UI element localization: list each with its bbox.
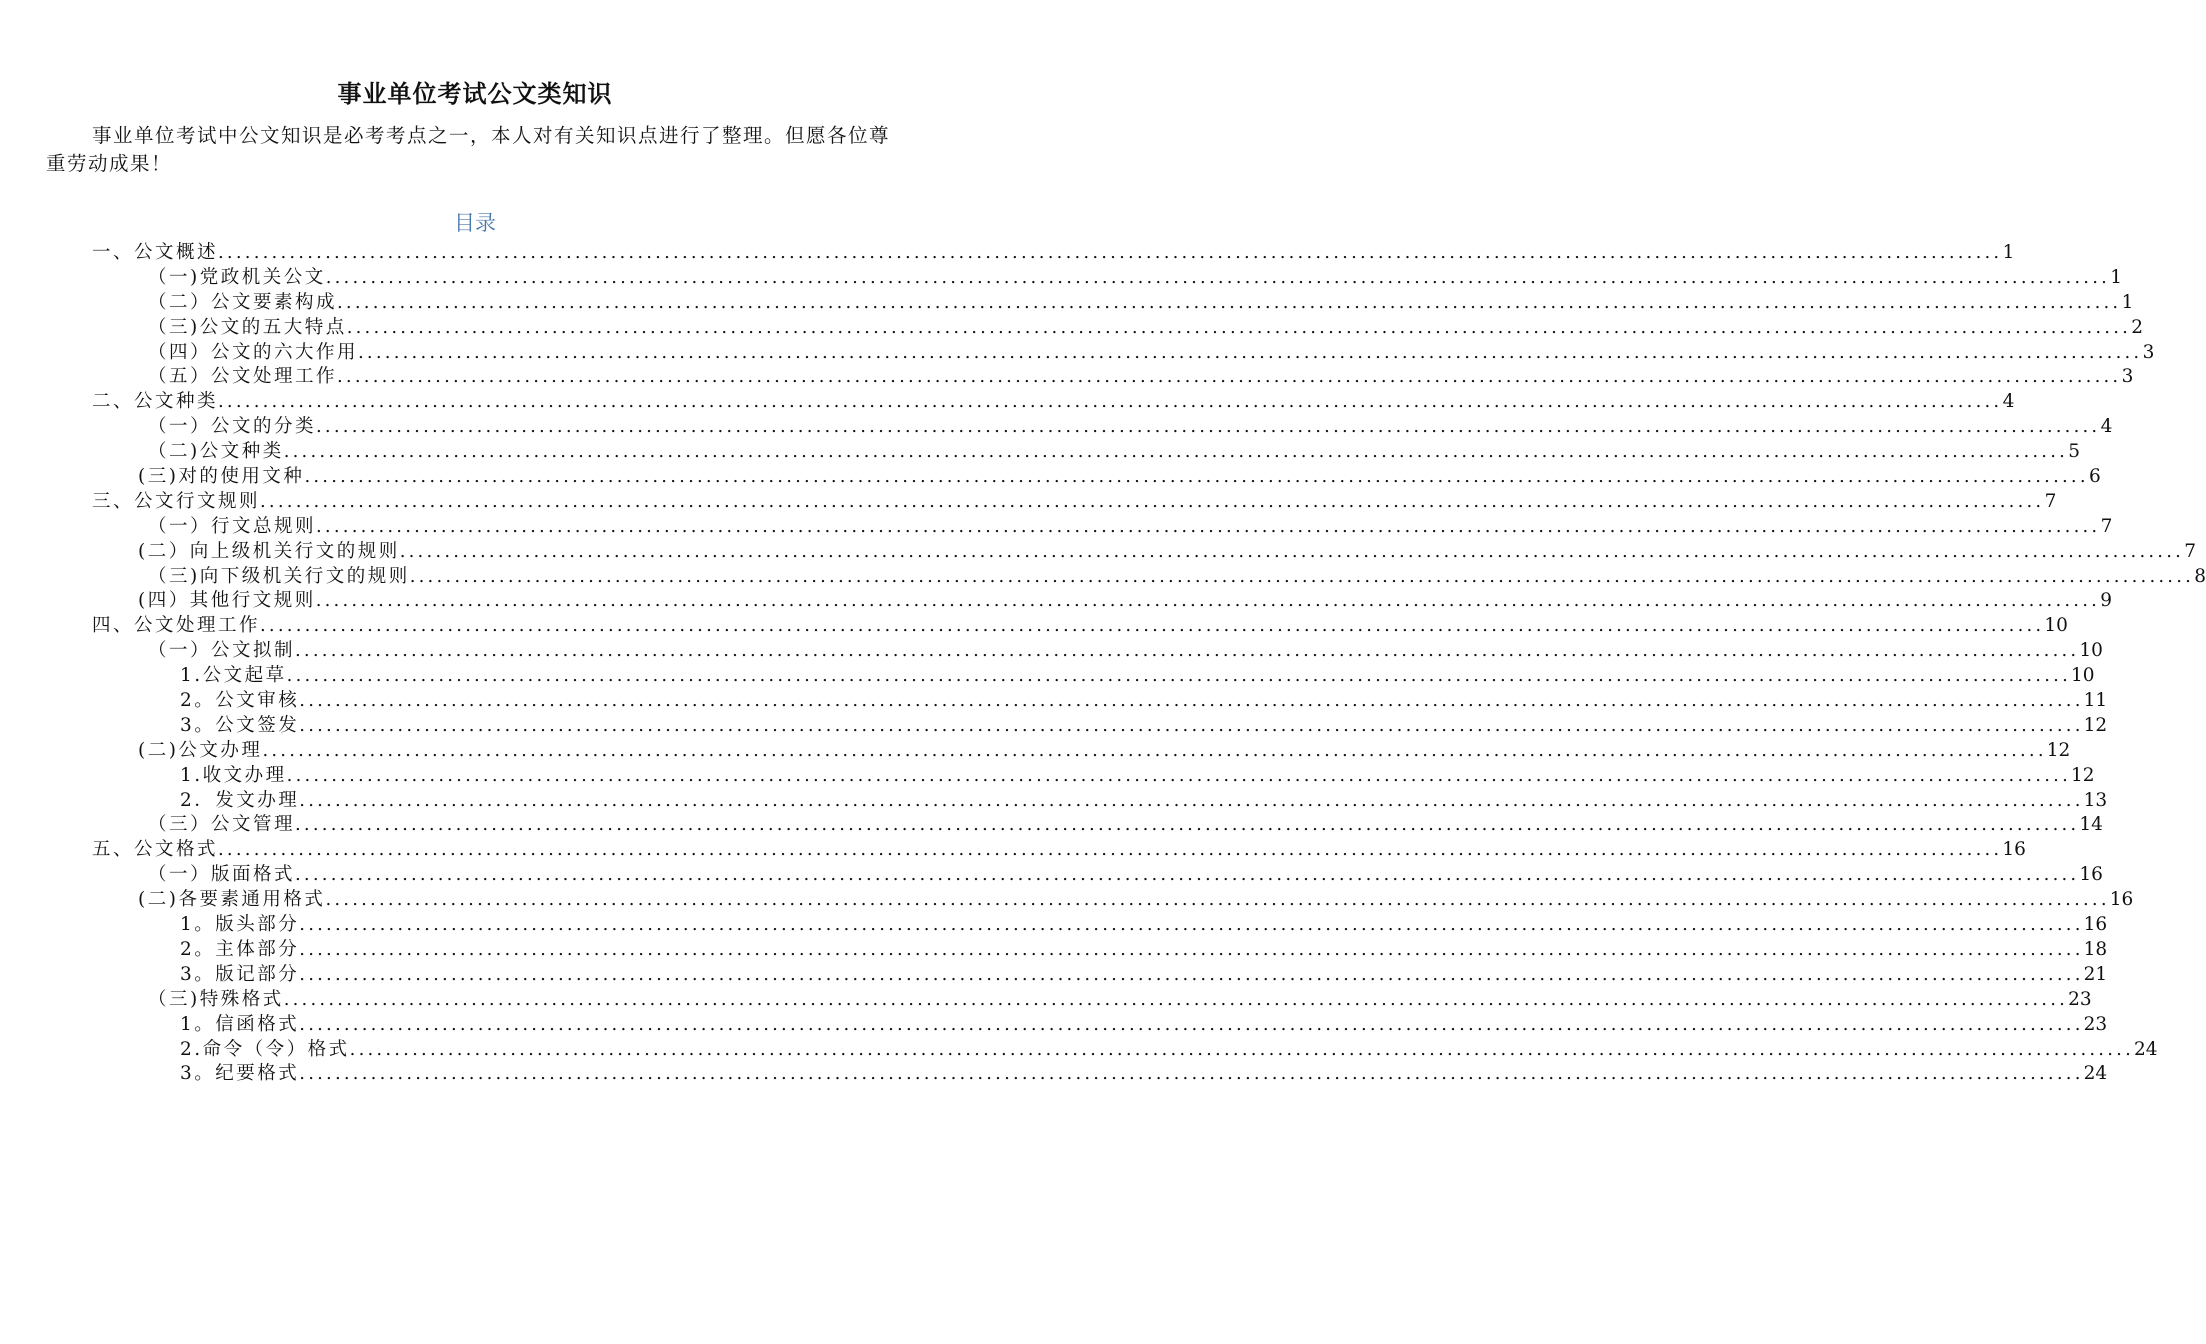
toc-entry-label: (三)对的使用文种 xyxy=(138,466,305,488)
toc-dot-leader: ........................................................................................................................................................................................................ xyxy=(325,889,2110,911)
table-of-contents xyxy=(0,241,2206,1087)
toc-entry-page-number: 18 xyxy=(2083,938,2108,960)
toc-entry-label: 2．发文办理 xyxy=(180,789,300,811)
toc-entry[interactable] xyxy=(0,515,2113,540)
toc-entry-label: （五）公文处理工作 xyxy=(148,366,338,388)
toc-entry-page-number: 12 xyxy=(2046,739,2071,761)
toc-entry-label: 3。公文签发 xyxy=(180,714,300,736)
toc-entry-page-number: 10 xyxy=(2079,640,2103,662)
toc-entry-page-number: 23 xyxy=(2068,988,2092,1010)
toc-dot-leader: ........................................................................................................................................................................................................ xyxy=(316,515,2101,537)
toc-dot-leader: ........................................................................................................................................................................................................ xyxy=(299,789,2084,811)
toc-entry-label: （四）公文的六大作用 xyxy=(148,341,359,363)
toc-dot-leader: ........................................................................................................................................................................................................ xyxy=(304,466,2089,488)
toc-entry[interactable] xyxy=(0,390,2015,415)
toc-entry-page-number: 5 xyxy=(2068,441,2081,463)
toc-entry[interactable] xyxy=(0,341,2155,366)
toc-entry[interactable] xyxy=(0,266,2123,291)
toc-entry-label: （一）公文的分类 xyxy=(148,416,317,438)
toc-entry-page-number: 24 xyxy=(2134,1038,2158,1060)
toc-dot-leader: ........................................................................................................................................................................................................ xyxy=(286,764,2071,786)
toc-entry-label: 2.命令（令）格式 xyxy=(180,1038,350,1060)
toc-entry[interactable] xyxy=(0,614,2068,639)
toc-entry-page-number: 1 xyxy=(2121,291,2134,313)
toc-entry[interactable] xyxy=(0,415,2113,440)
toc-entry-label: (二)公文办理 xyxy=(138,739,263,761)
toc-entry[interactable] xyxy=(0,589,2113,614)
toc-dot-leader: ........................................................................................................................................................................................................ xyxy=(399,540,2185,562)
toc-entry-label: 四、公文处理工作 xyxy=(92,615,261,637)
toc-entry-label: (四）其他行文规则 xyxy=(138,590,316,612)
toc-entry-page-number: 4 xyxy=(2100,416,2113,438)
toc-entry[interactable] xyxy=(0,714,2108,739)
toc-entry-label: （一）版面格式 xyxy=(148,864,296,886)
toc-entry[interactable] xyxy=(0,365,2134,390)
toc-entry[interactable] xyxy=(0,813,2103,838)
toc-entry[interactable] xyxy=(0,241,2015,266)
toc-entry-label: (二)各要素通用格式 xyxy=(138,889,326,911)
toc-dot-leader: ........................................................................................................................................................................................................ xyxy=(337,291,2122,313)
toc-dot-leader: ........................................................................................................................................................................................................ xyxy=(218,391,2003,413)
toc-entry-page-number: 23 xyxy=(2083,1013,2108,1035)
toc-dot-leader: ........................................................................................................................................................................................................ xyxy=(299,714,2084,736)
toc-entry[interactable] xyxy=(0,490,2057,515)
toc-entry-label: （三)公文的五大特点 xyxy=(148,316,347,338)
toc-entry[interactable] xyxy=(0,888,2134,913)
toc-entry-page-number: 2 xyxy=(2131,316,2144,338)
toc-entry-page-number: 11 xyxy=(2083,690,2108,712)
toc-entry-page-number: 6 xyxy=(2089,466,2101,488)
toc-dot-leader: ........................................................................................................................................................................................................ xyxy=(218,242,2003,263)
toc-dot-leader: ........................................................................................................................................................................................................ xyxy=(316,416,2101,438)
toc-entry-label: (二）向上级机关行文的规则 xyxy=(138,540,400,562)
toc-entry-page-number: 16 xyxy=(2079,864,2103,886)
toc-dot-leader: ........................................................................................................................................................................................................ xyxy=(299,690,2084,712)
toc-entry[interactable] xyxy=(0,988,2092,1013)
toc-dot-leader: ........................................................................................................................................................................................................ xyxy=(295,814,2080,836)
toc-entry-page-number: 9 xyxy=(2100,590,2113,612)
toc-entry[interactable] xyxy=(0,465,2101,490)
toc-entry-page-number: 3 xyxy=(2121,366,2134,388)
toc-entry-label: 一、公文概述 xyxy=(92,242,219,263)
toc-entry-label: 二、公文种类 xyxy=(92,391,219,413)
document-title: 事业单位考试公文类知识 xyxy=(337,80,613,108)
toc-entry-page-number: 16 xyxy=(2083,914,2108,936)
toc-dot-leader: ........................................................................................................................................................................................................ xyxy=(260,615,2045,637)
toc-entry-label: 3。版记部分 xyxy=(180,963,300,985)
toc-dot-leader: ........................................................................................................................................................................................................ xyxy=(299,1013,2084,1035)
toc-dot-leader: ........................................................................................................................................................................................................ xyxy=(299,963,2084,985)
toc-entry-label: 3。纪要格式 xyxy=(180,1063,300,1085)
toc-entry[interactable] xyxy=(0,938,2108,963)
toc-entry-label: （一)党政机关公文 xyxy=(148,266,326,288)
toc-entry-label: （二）公文要素构成 xyxy=(148,291,338,313)
toc-entry-label: 五、公文格式 xyxy=(92,839,219,861)
toc-entry[interactable] xyxy=(0,316,2144,341)
toc-dot-leader: ........................................................................................................................................................................................................ xyxy=(262,739,2047,761)
toc-entry-page-number: 1 xyxy=(2110,266,2123,288)
toc-dot-leader: ........................................................................................................................................................................................................ xyxy=(295,864,2080,886)
toc-entry-label: 2。公文审核 xyxy=(180,690,300,712)
toc-entry-page-number: 3 xyxy=(2142,341,2155,363)
toc-entry-label: （二)公文种类 xyxy=(148,441,284,463)
toc-entry[interactable] xyxy=(0,838,2026,863)
toc-entry-page-number: 7 xyxy=(2184,540,2197,562)
toc-dot-leader: ........................................................................................................................................................................................................ xyxy=(409,565,2195,587)
toc-dot-leader: ........................................................................................................................................................................................................ xyxy=(295,640,2080,662)
toc-entry-label: 1。信函格式 xyxy=(180,1013,300,1035)
intro-paragraph: 事业单位考试中公文知识是必考考点之一，本人对有关知识点进行了整理。但愿各位尊重劳动成果！ xyxy=(46,124,891,175)
toc-entry-page-number: 8 xyxy=(2194,565,2206,587)
toc-entry[interactable] xyxy=(0,1062,2108,1087)
toc-dot-leader: ........................................................................................................................................................................................................ xyxy=(315,590,2101,612)
toc-dot-leader: ........................................................................................................................................................................................................ xyxy=(299,938,2084,960)
toc-entry-page-number: 10 xyxy=(2044,615,2068,637)
toc-entry-label: （一）公文拟制 xyxy=(148,640,296,662)
toc-entry[interactable] xyxy=(0,1038,2158,1063)
toc-entry-label: （一）行文总规则 xyxy=(148,515,317,537)
toc-entry-page-number: 10 xyxy=(2071,665,2095,687)
toc-entry-page-number: 13 xyxy=(2083,789,2108,811)
toc-dot-leader: ........................................................................................................................................................................................................ xyxy=(299,914,2084,936)
toc-entry-page-number: 21 xyxy=(2083,963,2108,985)
toc-entry-page-number: 16 xyxy=(2109,889,2134,911)
toc-entry-label: （三)特殊格式 xyxy=(148,988,284,1010)
toc-entry[interactable] xyxy=(0,689,2108,714)
toc-entry-label: 三、公文行文规则 xyxy=(92,490,261,512)
toc-dot-leader: ........................................................................................................................................................................................................ xyxy=(218,839,2003,861)
toc-entry-page-number: 24 xyxy=(2083,1063,2108,1085)
toc-entry-page-number: 1 xyxy=(2002,242,2015,263)
toc-dot-leader: ........................................................................................................................................................................................................ xyxy=(283,988,2069,1010)
toc-dot-leader: ........................................................................................................................................................................................................ xyxy=(346,316,2132,338)
toc-entry-label: 1.收文办理 xyxy=(180,764,287,786)
toc-entry[interactable] xyxy=(0,764,2095,789)
toc-entry[interactable] xyxy=(0,565,2206,590)
toc-entry[interactable] xyxy=(0,789,2108,814)
toc-dot-leader: ........................................................................................................................................................................................................ xyxy=(299,1063,2084,1085)
toc-dot-leader: ........................................................................................................................................................................................................ xyxy=(260,490,2045,512)
toc-entry[interactable] xyxy=(0,440,2081,465)
toc-entry[interactable] xyxy=(0,913,2108,938)
toc-entry-label: （三)向下级机关行文的规则 xyxy=(148,565,410,587)
toc-entry-page-number: 4 xyxy=(2002,391,2015,413)
toc-entry-page-number: 16 xyxy=(2002,839,2026,861)
toc-entry[interactable] xyxy=(0,664,2095,689)
toc-dot-leader: ........................................................................................................................................................................................................ xyxy=(286,665,2071,687)
toc-dot-leader: ........................................................................................................................................................................................................ xyxy=(349,1038,2134,1060)
toc-heading: 目录 xyxy=(454,211,496,235)
toc-dot-leader: ........................................................................................................................................................................................................ xyxy=(325,266,2111,288)
toc-entry[interactable] xyxy=(0,739,2071,764)
toc-entry-label: 1.公文起草 xyxy=(180,665,287,687)
toc-entry-page-number: 12 xyxy=(2071,764,2095,786)
toc-entry-page-number: 7 xyxy=(2044,490,2057,512)
toc-dot-leader: ........................................................................................................................................................................................................ xyxy=(337,366,2122,388)
toc-entry[interactable] xyxy=(0,1013,2108,1038)
toc-entry-label: 2。主体部分 xyxy=(180,938,300,960)
toc-entry[interactable] xyxy=(0,540,2197,565)
toc-entry[interactable] xyxy=(0,963,2108,988)
toc-entry[interactable] xyxy=(0,863,2103,888)
toc-entry-page-number: 7 xyxy=(2100,515,2113,537)
toc-dot-leader: ........................................................................................................................................................................................................ xyxy=(358,341,2143,363)
toc-entry[interactable] xyxy=(0,291,2134,316)
toc-entry-label: 1。版头部分 xyxy=(180,914,300,936)
toc-entry-page-number: 12 xyxy=(2083,714,2108,736)
toc-entry-label: （三）公文管理 xyxy=(148,814,296,836)
toc-entry[interactable] xyxy=(0,639,2103,664)
toc-entry-page-number: 14 xyxy=(2079,814,2103,836)
toc-dot-leader: ........................................................................................................................................................................................................ xyxy=(283,441,2069,463)
